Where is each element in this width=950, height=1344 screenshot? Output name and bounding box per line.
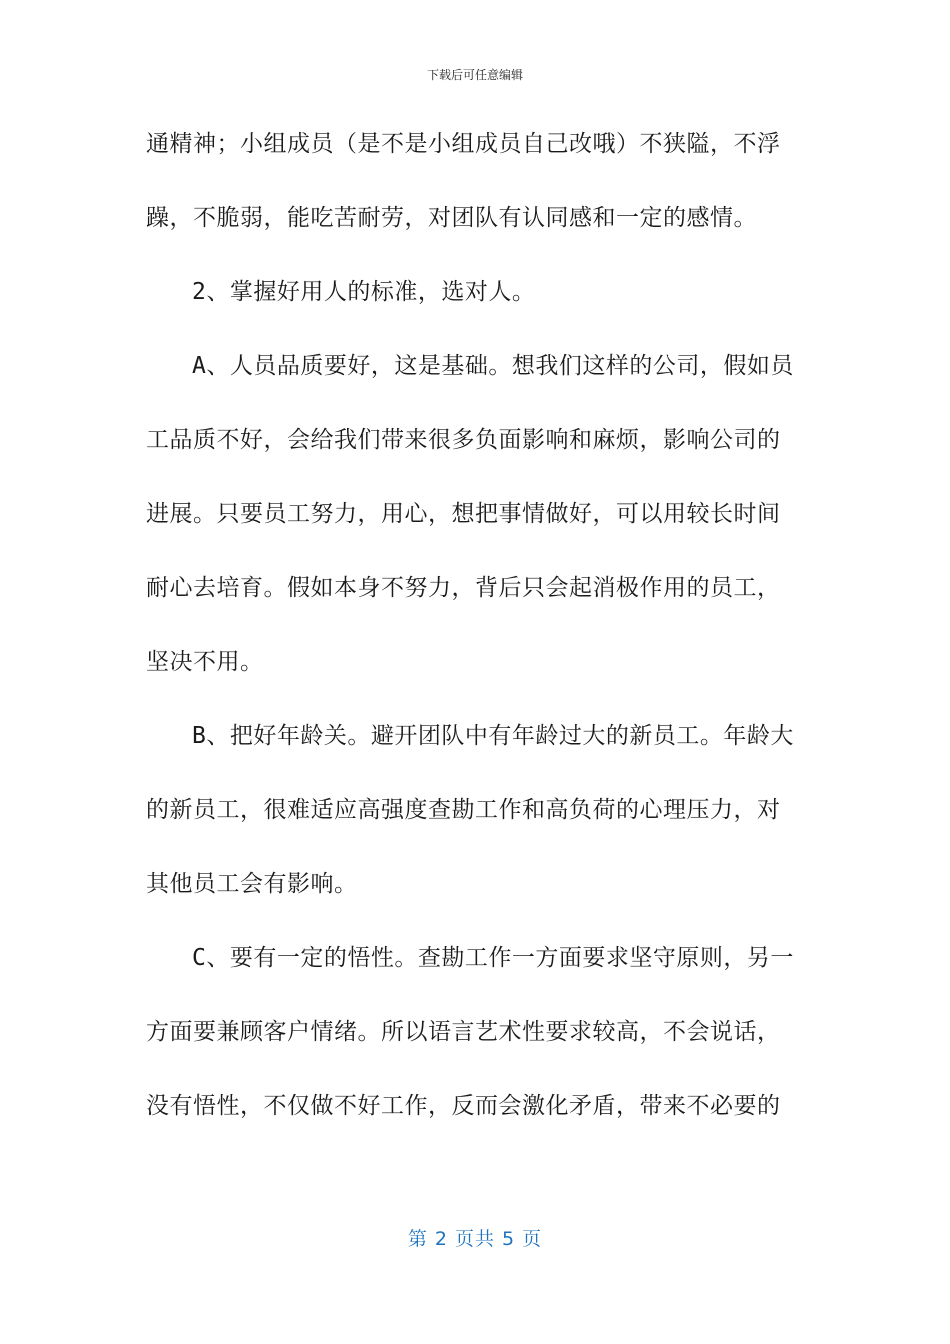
document-body	[146, 118, 806, 1154]
text-line: 的新员工，很难适应高强度查勘工作和高负荷的心理压力，对	[146, 797, 781, 823]
text-line: 没有悟性，不仅做不好工作，反而会激化矛盾，带来不必要的	[146, 1093, 781, 1119]
paragraph	[146, 118, 806, 266]
text-line: 2、掌握好用人的标准，选对人。	[192, 279, 536, 305]
paragraph	[146, 340, 806, 710]
text-line: 工品质不好，会给我们带来很多负面影响和麻烦，影响公司的	[146, 427, 781, 453]
text-line: 方面要兼顾客户情绪。所以语言艺术性要求较高，不会说话，	[146, 1019, 781, 1045]
page-header-note: 下载后可任意编辑	[426, 68, 523, 82]
text-line: 耐心去培育。假如本身不努力，背后只会起消极作用的员工，	[146, 575, 781, 601]
text-line: C、要有一定的悟性。查勘工作一方面要求坚守原则，另一	[192, 945, 794, 971]
paragraph	[146, 710, 806, 932]
paragraph	[146, 266, 806, 340]
text-line: 坚决不用。	[146, 649, 264, 675]
text-line: A、人员品质要好，这是基础。想我们这样的公司，假如员	[192, 353, 794, 379]
text-line: 通精神；小组成员（是不是小组成员自己改哦）不狭隘，不浮	[146, 131, 781, 157]
text-line: B、把好年龄关。避开团队中有年龄过大的新员工。年龄大	[192, 723, 794, 749]
paragraph	[146, 932, 806, 1154]
text-line: 躁，不脆弱，能吃苦耐劳，对团队有认同感和一定的感情。	[146, 205, 757, 231]
text-line: 进展。只要员工努力，用心，想把事情做好，可以用较长时间	[146, 501, 781, 527]
page-number-footer: 第 2 页共 5 页	[407, 1228, 543, 1250]
text-line: 其他员工会有影响。	[146, 871, 358, 897]
